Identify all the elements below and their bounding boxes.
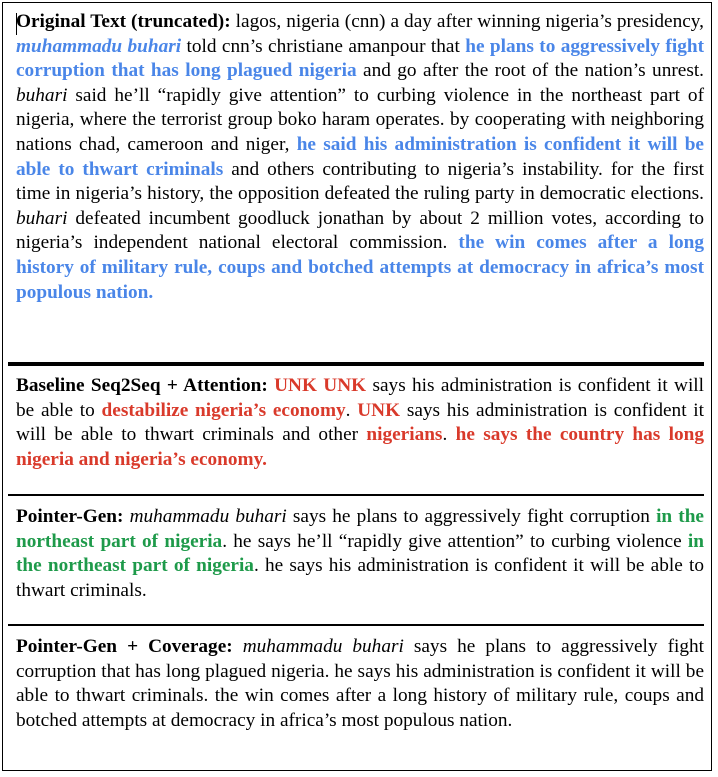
original-text-paragraph xyxy=(16,10,704,305)
italic-name: buhari xyxy=(16,84,68,106)
baseline-section xyxy=(16,374,704,472)
baseline-segment: says his administration is confident it will be able to thwart criminals and other xyxy=(16,399,705,446)
repetition-span: in the northeast part of nigeria xyxy=(16,506,704,552)
baseline-segment: says his administration is confident it will be able to xyxy=(16,375,705,421)
baseline-label: Baseline Seq2Seq + Attention: xyxy=(16,375,268,396)
italic-name: muhammadu buhari xyxy=(242,636,404,657)
original-text-segment: and go after the root of the nation’s unrest. xyxy=(356,60,704,82)
error-span: UNK xyxy=(357,399,401,421)
original-text-segment: told cnn’s christiane amanpour that xyxy=(181,35,466,57)
original-text-segment: lagos, nigeria (cnn) a day after winning nigeria’s presidency, xyxy=(230,11,704,32)
pointer-gen-label: Pointer-Gen: xyxy=(16,506,124,527)
original-text-segment: defeated incumbent goodluck jonathan by about 2 million votes, according to nigeria’s independent national electoral commission. xyxy=(16,207,704,254)
original-text-segment: said he’ll “rapidly give attention” to curbing violence in the northeast part of nigeria, where the terrorist group boko haram operates. by cooperating with neighboring nations chad, cameroon and niger, xyxy=(16,84,704,155)
divider xyxy=(8,494,704,496)
pointer-gen-paragraph xyxy=(16,505,704,603)
error-span: UNK UNK xyxy=(274,375,367,396)
original-text-section xyxy=(16,10,704,305)
error-span: he says the country has long nigeria and nigeria’s economy. xyxy=(16,424,704,470)
original-text-label: Original Text (truncated): xyxy=(16,11,231,32)
italic-name: buhari xyxy=(16,207,68,229)
coverage-label: Pointer-Gen + Coverage: xyxy=(16,636,233,657)
highlighted-name: muhammadu buhari xyxy=(16,35,182,57)
coverage-section xyxy=(16,635,704,733)
coverage-paragraph xyxy=(16,635,704,733)
italic-name: muhammadu buhari xyxy=(129,506,287,527)
pointer-gen-segment: . he says he’ll “rapidly give attention” to curbing violence xyxy=(222,530,688,552)
coverage-segment: says he plans to aggressively fight corruption that has long plagued nigeria. he says his administration is confident it will be able to thwart criminals. the win comes after a long history of military rule, coups and botched attempts at democracy in africa’s most populous nation. xyxy=(16,636,704,731)
thick-divider xyxy=(8,362,704,366)
highlighted-span: he said his administration is confident it will be able to thwart criminals xyxy=(16,133,704,180)
baseline-paragraph xyxy=(16,374,704,472)
highlighted-span: he plans to aggressively fight corruption that has long plagued nigeria xyxy=(16,35,704,82)
highlighted-span: the win comes after a long history of military rule, coups and botched attempts at democracy in africa’s most populous nation. xyxy=(16,232,704,303)
pointer-gen-section xyxy=(16,505,704,603)
baseline-segment: . xyxy=(345,399,358,421)
pointer-gen-segment: . he says his administration is confident it will be able to thwart criminals. xyxy=(16,555,704,601)
error-span: nigerians xyxy=(366,424,443,446)
baseline-segment: . xyxy=(442,424,456,446)
original-text-segment: and others contributing to nigeria’s instability. for the first time in nigeria’s history, the opposition defeated the ruling party in democratic elections. xyxy=(16,158,704,205)
error-span: destabilize nigeria’s economy xyxy=(101,399,346,421)
repetition-span: in the northeast part of nigeria xyxy=(16,530,705,577)
pointer-gen-segment: says he plans to aggressively fight corruption xyxy=(286,506,657,527)
divider xyxy=(8,624,704,626)
